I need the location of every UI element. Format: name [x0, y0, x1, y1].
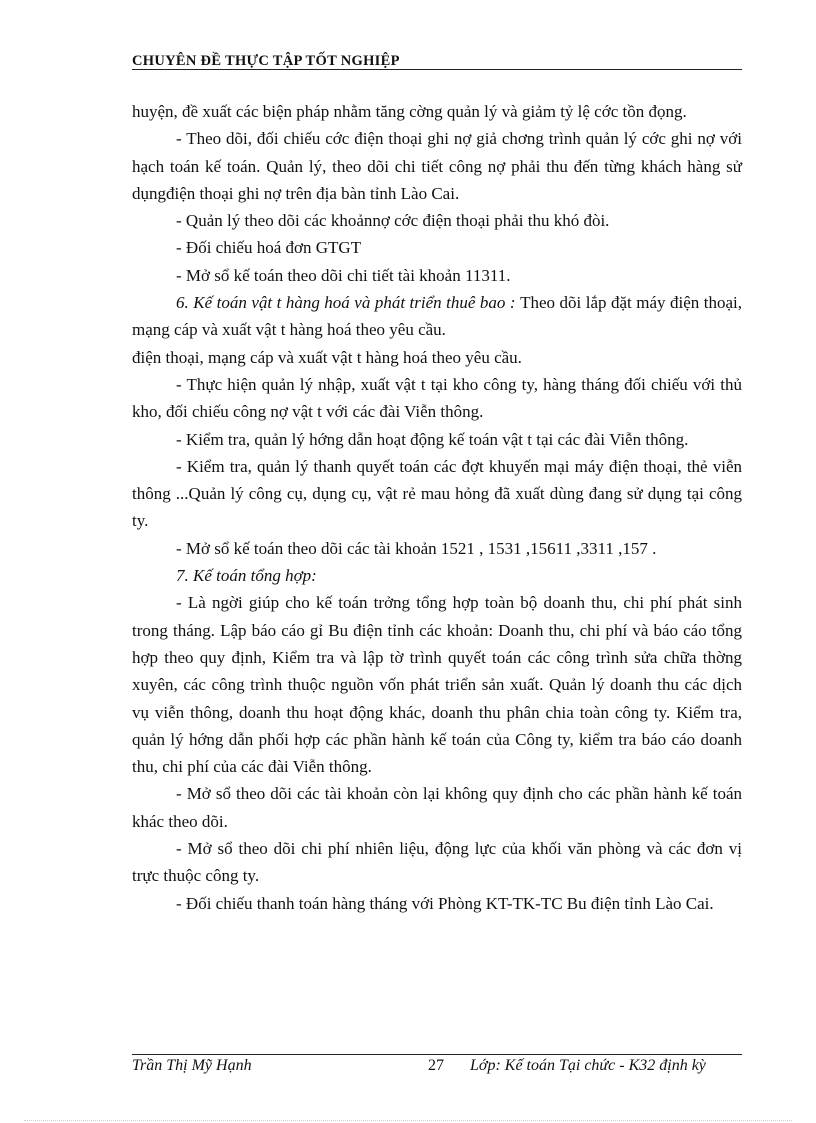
paragraph: [132, 835, 742, 890]
paragraph-text: - Mở sổ theo dõi chi phí nhiên liệu, động lực của khối văn phòng và các đơn vị trực thuộc công ty.: [132, 839, 742, 886]
paragraph-text: - Đối chiếu hoá đơn GTGT: [176, 238, 362, 258]
paragraph-text: - Mở sổ kế toán theo dõi các tài khoản 1521 , 1531 ,15611 ,3311 ,157 .: [176, 538, 657, 558]
paragraph: [132, 589, 742, 780]
paragraph: [132, 535, 742, 562]
paragraph: [132, 289, 742, 344]
paragraph: [132, 262, 742, 289]
paragraph-text: - Theo dõi, đối chiếu cớc điện thoại ghi nợ giả chơng trình quản lý cớc ghi nợ với hạch toán kế toán. Quản lý, theo dõi chi tiết công nợ phải thu đến từng khách hàng sử dụngđiện thoại ghi nợ trên địa bàn tỉnh Lào Cai.: [132, 129, 742, 203]
paragraph: [132, 207, 742, 234]
paragraph-text: - Kiểm tra, quản lý hớng dẫn hoạt động kế toán vật t tại các đài Viễn thông.: [176, 429, 689, 449]
page-header-title: CHUYÊN ĐỀ THỰC TẬP TỐT NGHIỆP: [132, 53, 400, 69]
paragraph-text: - Kiểm tra, quản lý thanh quyết toán các đợt khuyến mại máy điện thoại, thẻ viễn thông ...Quản lý công cụ, dụng cụ, vật rẻ mau hỏng đã xuất dùng đang sử dụng tại công ty.: [132, 456, 742, 531]
footer-class: Lớp: Kế toán Tại chức - K32 định kỳ: [470, 1057, 706, 1074]
header-rule: [132, 69, 742, 70]
section-heading: 7. Kế toán tổng hợp:: [176, 566, 317, 586]
paragraph-text: - Mở sổ kế toán theo dõi chi tiết tài khoản 11311.: [176, 265, 511, 285]
body-text: [132, 98, 742, 917]
paragraph-text: huyện, đề xuất các biện pháp nhằm tăng cờng quản lý và giảm tỷ lệ cớc tồn đọng.: [132, 102, 687, 121]
paragraph-text: - Thực hiện quản lý nhập, xuất vật t tại kho công ty, hàng tháng đối chiếu với thủ kho, đối chiếu công nợ vật t với các đài Viễn thông.: [132, 374, 742, 422]
paragraph-text: - Đối chiếu thanh toán hàng tháng với Phòng KT-TK-TC Bu điện tỉnh Lào Cai.: [176, 893, 714, 913]
paragraph: [132, 780, 742, 835]
paragraph: [132, 125, 742, 207]
footer-author: Trần Thị Mỹ Hạnh: [132, 1057, 252, 1074]
page-footer: [132, 1057, 742, 1075]
page-bottom-border: [24, 1120, 792, 1121]
paragraph: [132, 344, 742, 371]
paragraph: [132, 98, 742, 125]
paragraph-text: Theo dõi lắp đặt máy điện thoại, mạng cáp và xuất vật t hàng hoá theo yêu cầu.: [132, 293, 743, 340]
paragraph: [132, 234, 742, 261]
paragraph-text: - Mở sổ theo dõi các tài khoản còn lại không quy định cho các phần hành kế toán khác theo dõi.: [132, 784, 742, 831]
paragraph: [132, 371, 742, 426]
footer-rule: [132, 1054, 742, 1055]
paragraph-text: điện thoại, mạng cáp và xuất vật t hàng hoá theo yêu cầu.: [132, 347, 522, 367]
paragraph-text: - Quản lý theo dõi các khoảnnợ cớc điện thoại phải thu khó đòi.: [176, 211, 610, 231]
paragraph: [132, 453, 742, 535]
paragraph: [132, 890, 742, 917]
paragraph-text: - Là ngời giúp cho kế toán trởng tổng hợp toàn bộ doanh thu, chi phí phát sinh trong tháng. Lập báo cáo gỉ Bu điện tỉnh các khoản: Doanh thu, chi phí và báo cáo tổng hợp theo quy định, Kiểm tra và lập tờ trình quyết toán các công trình sửa chữa thờng xuyên, các công trình thuộc nguồn vốn phát triển sản xuất. Quản lý doanh thu các dịch vụ viễn thông, doanh thu hoạt động khác, doanh thu phân chia toàn công ty. Kiểm tra, quản lý hớng dẫn phối hợp các phần hành kế toán của Công ty, kiểm tra báo cáo doanh thu, chi phí của các đài Viễn thông.: [132, 593, 742, 777]
section-heading: 6. Kế toán vật t hàng hoá và phát triển thuê bao :: [176, 293, 521, 313]
paragraph: [132, 562, 742, 589]
paragraph: [132, 426, 742, 453]
page-number: 27: [428, 1057, 444, 1074]
